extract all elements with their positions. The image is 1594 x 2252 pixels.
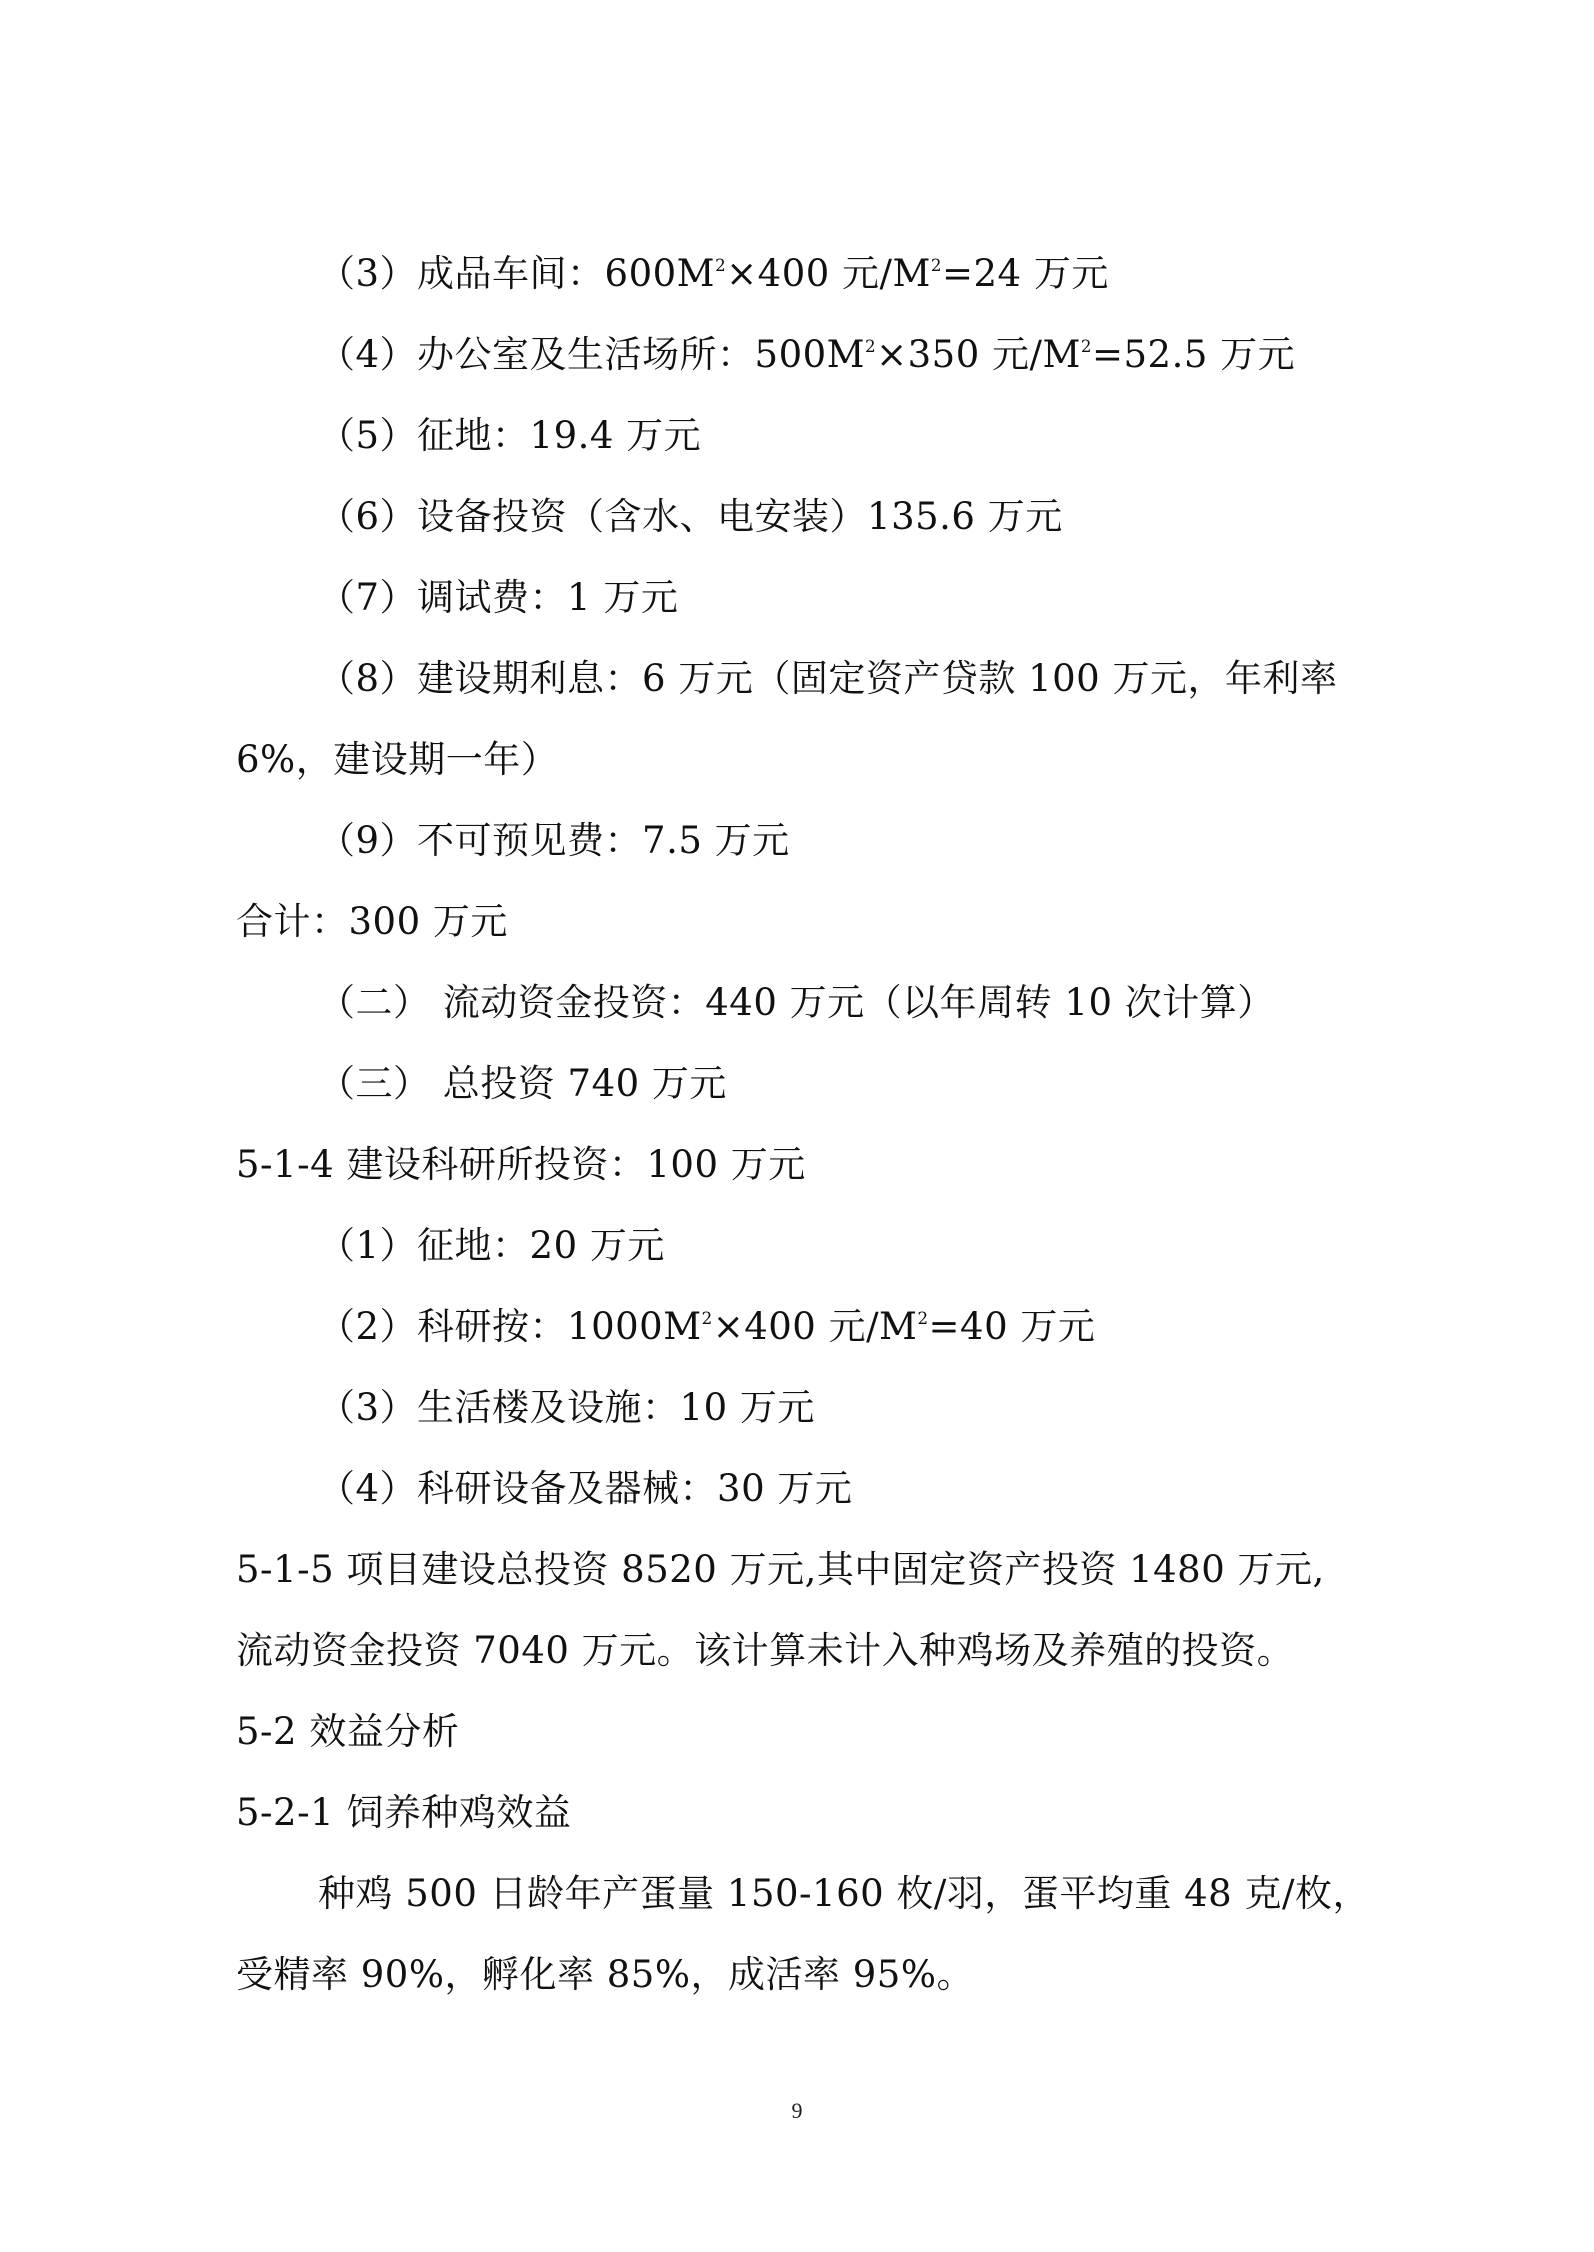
section-total-investment: （三） 总投资 740 万元 [318,1062,727,1105]
page-number: 9 [791,2098,803,2123]
section-working-capital: （二） 流动资金投资：440 万元（以年周转 10 次计算） [318,981,1275,1024]
item-equipment-investment: （6）设备投资（含水、电安装）135.6 万元 [318,495,1063,538]
item-construction-interest-cont: 6%，建设期一年） [236,738,559,781]
item-finished-workshop: （3）成品车间：$600M^2\times 400$ 元$/M^2=24$ 万元 [318,252,1109,295]
item-office-living: （4）办公室及生活场所：$500M^2\times 350$ 元$/M^2=52.5$ 万元 [318,333,1296,376]
item-research-building: （2）科研按：$1000M^2\times 400$ 元$/M^2=40$ 万元 [318,1305,1096,1348]
heading-5-1-5: 5-1-5 项目建设总投资 8520 万元,其中固定资产投资 1480 万元, [236,1548,1325,1591]
paragraph-5-1-5-cont: 流动资金投资 7040 万元。该计算未计入种鸡场及养殖的投资。 [236,1629,1295,1672]
heading-5-1-4: 5-1-4 建设科研所投资：100 万元 [236,1143,806,1186]
item-research-equipment: （4）科研设备及器械：30 万元 [318,1467,853,1510]
heading-5-2-1: 5-2-1 饲养种鸡效益 [236,1791,572,1834]
item-land-acquisition: （5）征地：19.4 万元 [318,414,702,457]
paragraph-breeder-production: 种鸡 500 日龄年产蛋量 150-160 枚/羽，蛋平均重 48 克/枚， [318,1872,1370,1915]
heading-5-2: 5-2 效益分析 [236,1710,460,1753]
item-commissioning-fee: （7）调试费：1 万元 [318,576,679,619]
item-construction-interest: （8）建设期利息：6 万元（固定资产贷款 100 万元，年利率 [318,657,1338,700]
paragraph-breeder-production-cont: 受精率 90%，孵化率 85%，成活率 95%。 [236,1953,974,1996]
item-contingency-fee: （9）不可预见费：7.5 万元 [318,819,790,862]
item-research-land: （1）征地：20 万元 [318,1224,665,1267]
subtotal-line: 合计：300 万元 [236,900,508,943]
item-living-facilities: （3）生活楼及设施：10 万元 [318,1386,815,1429]
